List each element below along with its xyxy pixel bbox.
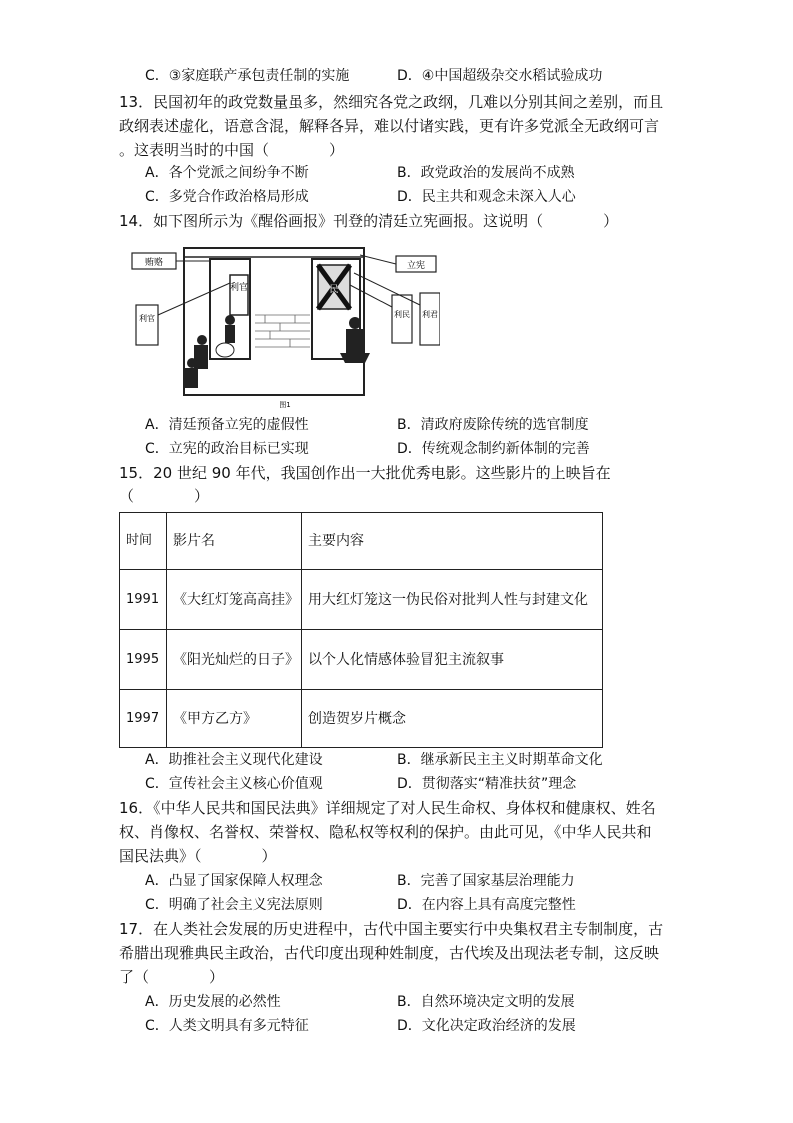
q15-stem-line1: 15．20 世纪 90 年代，我国创作出一大批优秀电影。这些影片的上映旨在 — [119, 464, 611, 482]
cartoon-illustration — [130, 245, 440, 410]
qing-constitution-cartoon — [130, 245, 440, 410]
table-row — [120, 630, 603, 690]
label-constitution: 立宪 — [406, 261, 426, 271]
table-cell-content: 创造贺岁片概念 — [302, 690, 603, 748]
table-cell-film: 《大红灯笼高高挂》 — [167, 570, 302, 630]
q14-stem: 14．如下图所示为《醒俗画报》刊登的清廷立宪画报。这说明（ ） — [119, 212, 619, 230]
q17-stem-line1: 17．在人类社会发展的历史进程中，古代中国主要实行中央集权君主专制制度，古 — [119, 920, 664, 938]
q16-stem-line2: 权、肖像权、名誉权、荣誉权、隐私权等权利的保护。由此可见，《中华人民共和 — [119, 823, 652, 841]
q15-stem-line2: （ ） — [119, 487, 210, 505]
q17-stem-line2: 希腊出现雅典民主政治，古代印度出现种姓制度，古代埃及出现法老专制，这反映 — [119, 944, 660, 962]
label-bribe: 贿赂 — [144, 258, 164, 268]
q13-option-c: C．多党合作政治格局形成 — [145, 189, 309, 205]
label-benefit-monarch: 利君 — [422, 310, 438, 319]
q14-option-d: D．传统观念制约新体制的完善 — [397, 441, 590, 457]
q17-option-a: A．历史发展的必然性 — [145, 994, 281, 1010]
left-door-board — [230, 275, 248, 315]
q16-option-d: D．在内容上具有高度完整性 — [397, 897, 576, 913]
q12-option-c: C．③家庭联产承包责任制的实施 — [145, 68, 350, 84]
q13-option-a: A．各个党派之间纷争不断 — [145, 165, 309, 181]
q16-option-c: C．明确了社会主义宪法原则 — [145, 897, 323, 913]
label-benefit-people-box — [392, 295, 412, 343]
q15-option-b: B．继承新民主主义时期革命文化 — [397, 752, 603, 768]
q13-stem-line3: 。这表明当时的中国（ ） — [119, 141, 345, 159]
label-benefit-monarch-box — [420, 293, 440, 345]
right-board-text: 民 — [329, 285, 339, 295]
q17-option-b: B．自然环境决定文明的发展 — [397, 994, 575, 1010]
q16-stem-line3: 国民法典》（ ） — [119, 847, 277, 865]
figure-caption: 图1 — [279, 401, 291, 409]
q17-stem-line3: 了（ ） — [119, 968, 225, 986]
q14-option-b: B．清政府废除传统的选官制度 — [397, 417, 589, 433]
table-cell-year: 1995 — [120, 630, 167, 690]
table-cell-content: 以个人化情感体验冒犯主流叙事 — [302, 630, 603, 690]
table-header-cell: 影片名 — [167, 513, 302, 570]
label-benefit-official-box — [136, 305, 158, 345]
q13-option-b: B．政党政治的发展尚不成熟 — [397, 165, 575, 181]
table-cell-year: 1997 — [120, 690, 167, 748]
table-header-cell: 主要内容 — [302, 513, 603, 570]
table-cell-film: 《甲方乙方》 — [167, 690, 302, 748]
table-cell-content: 用大红灯笼这一伪民俗对批判人性与封建文化 — [302, 570, 603, 630]
q16-stem-line1: 16．《中华人民共和国民法典》详细规定了对人民生命权、身体权和健康权、姓名 — [119, 799, 656, 817]
q16-option-a: A．凸显了国家保障人权理念 — [145, 873, 323, 889]
q14-option-c: C．立宪的政治目标已实现 — [145, 441, 309, 457]
table-cell-year: 1991 — [120, 570, 167, 630]
left-board-text: 利官 — [229, 283, 249, 293]
q14-option-a: A．清廷预备立宪的虚假性 — [145, 417, 309, 433]
table-header-row — [120, 513, 603, 570]
q13-stem-line1: 13．民国初年的政党数量虽多，然细究各党之政纲，几难以分别其间之差别，而且 — [119, 93, 664, 111]
q15-option-d: D．贯彻落实“精准扶贫”理念 — [397, 776, 577, 792]
q15-option-c: C．宣传社会主义核心价值观 — [145, 776, 323, 792]
table-row — [120, 690, 603, 748]
q17-option-d: D．文化决定政治经济的发展 — [397, 1018, 576, 1034]
q16-option-b: B．完善了国家基层治理能力 — [397, 873, 575, 889]
q13-option-d: D．民主共和观念未深入人心 — [397, 189, 576, 205]
film-table — [119, 512, 603, 748]
label-benefit-people: 利民 — [394, 310, 410, 319]
q12-option-d: D．④中国超级杂交水稻试验成功 — [397, 68, 603, 84]
q17-option-c: C．人类文明具有多元特征 — [145, 1018, 309, 1034]
table-row — [120, 570, 603, 630]
table-cell-film: 《阳光灿烂的日子》 — [167, 630, 302, 690]
q13-stem-line2: 政纲表述虚化，语意含混，解释各异，难以付诸实践，更有许多党派全无政纲可言 — [119, 117, 660, 135]
table-header-cell: 时间 — [120, 513, 167, 570]
label-benefit-official: 利官 — [139, 314, 155, 323]
q15-option-a: A．助推社会主义现代化建设 — [145, 752, 323, 768]
